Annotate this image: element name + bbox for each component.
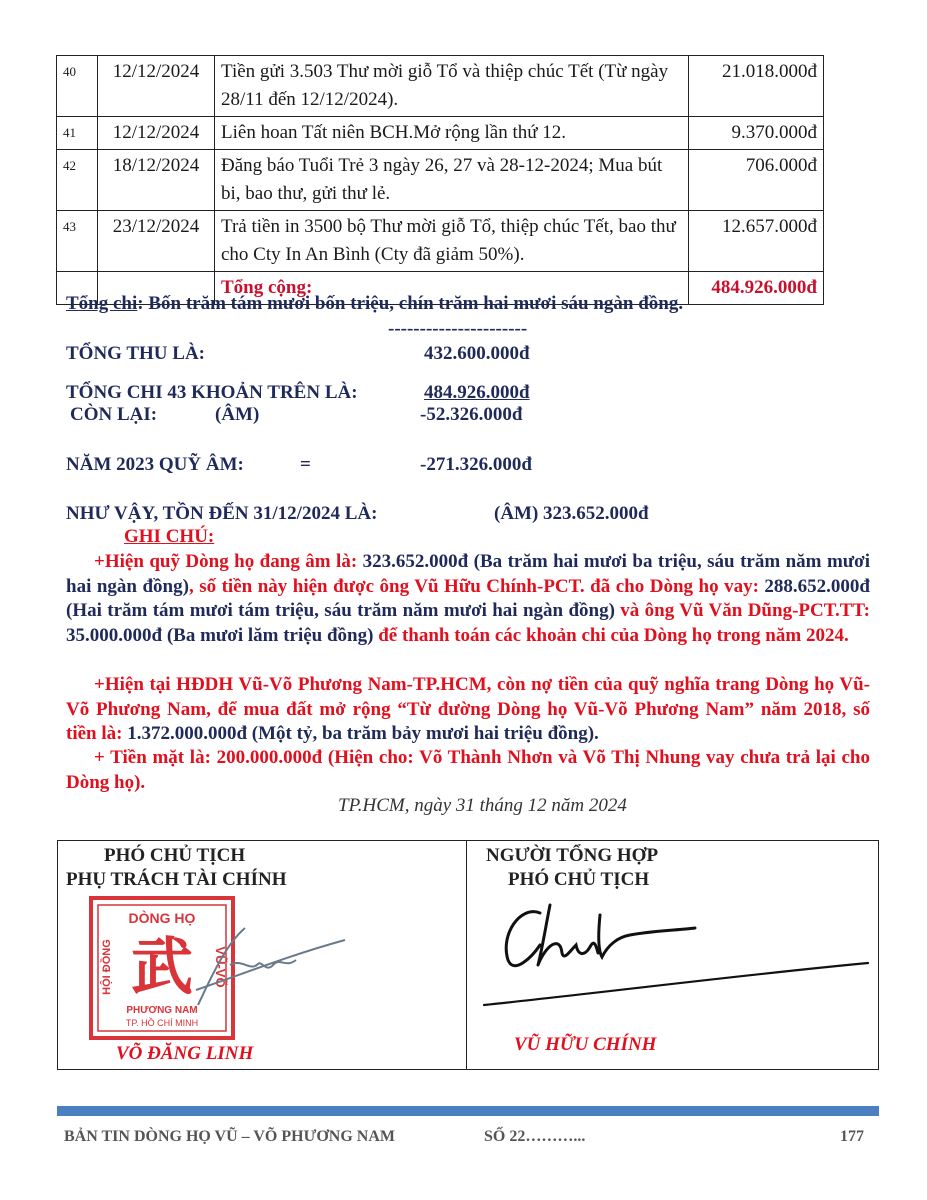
table-row: [57, 56, 824, 117]
nam2023-label: NĂM 2023 QUỸ ÂM:: [66, 454, 244, 475]
row-number: 42: [57, 150, 98, 211]
row-description: Tiền gửi 3.503 Thư mời giỗ Tổ và thiệp chúc Tết (Từ ngày 28/11 đến 12/12/2024).: [215, 56, 689, 117]
note-2: +Hiện tại HĐDH Vũ-Võ Phương Nam-TP.HCM, còn nợ tiền của quỹ nghĩa trang Dòng họ Vũ-Võ Phương Nam, để mua đất mở rộng “Từ đường Dòng họ Vũ-Võ Phương Nam” năm 2018, số tiền là: 1.372.000.000đ (Một tỷ, ba trăm bảy mươi hai triệu đồng).: [66, 674, 870, 744]
notes-heading: GHI CHÚ:: [124, 526, 215, 547]
con-lai-label: CÒN LẠI:: [70, 404, 158, 425]
row-date: 12/12/2024: [98, 117, 215, 150]
row-description: Đăng báo Tuổi Trẻ 3 ngày 26, 27 và 28-12-2024; Mua bút bi, bao thư, gửi thư lẻ.: [215, 150, 689, 211]
ton-value: (ÂM) 323.652.000đ: [494, 503, 649, 524]
thu-label: TỔNG THU LÀ:: [66, 343, 206, 364]
thu-value: 432.600.000đ: [424, 343, 530, 364]
note-1: +Hiện quỹ Dòng họ đang âm là: 323.652.000đ (Ba trăm hai mươi ba triệu, sáu trăm năm mươi hai ngàn đồng), số tiền này hiện được ông Vũ Hữu Chính-PCT. đã cho Dòng họ vay: 288.652.000đ (Hai trăm tám mươi tám triệu, sáu trăm năm mươi hai ngàn đồng) và ông Vũ Văn Dũng-PCT.TT: 35.000.000đ (Ba mươi lăm triệu đồng) để thanh toán các khoản chi của Dòng họ trong năm 2024.: [66, 551, 870, 646]
left-title-1: PHÓ CHỦ TỊCH: [104, 845, 246, 866]
row-amount: 706.000đ: [689, 150, 824, 211]
expense-table: [56, 55, 824, 305]
chi-label: TỔNG CHI 43 KHOẢN TRÊN LÀ:: [66, 382, 358, 403]
total-amount: 484.926.000đ: [689, 272, 824, 305]
footer-issue: SỐ 22………...: [484, 1128, 586, 1145]
date-line: TP.HCM, ngày 31 tháng 12 năm 2024: [338, 795, 627, 816]
left-title-2: PHỤ TRÁCH TÀI CHÍNH: [66, 869, 287, 890]
table-row: [57, 150, 824, 211]
total-chi-text: : Bốn trăm tám mươi bốn triệu, chín trăm hai mươi sáu ngàn đồng.: [137, 293, 684, 314]
row-number: 43: [57, 211, 98, 272]
row-date: 18/12/2024: [98, 150, 215, 211]
footer-page-number: 177: [840, 1128, 864, 1145]
con-lai-value: -52.326.000đ: [420, 404, 523, 425]
total-chi-label: Tổng chi: [66, 293, 138, 314]
nam2023-eq: =: [300, 454, 311, 475]
row-date: 23/12/2024: [98, 211, 215, 272]
table-row: [57, 117, 824, 150]
row-description: Trả tiền in 3500 bộ Thư mời giỗ Tổ, thiệp chúc Tết, bao thư cho Cty In An Bình (Cty đã giảm 50%).: [215, 211, 689, 272]
con-lai-am: (ÂM): [215, 404, 260, 425]
row-amount: 21.018.000đ: [689, 56, 824, 117]
separator: ----------------------: [388, 318, 528, 339]
footer-bar: [57, 1106, 879, 1116]
svg-text:HỘI ĐỒNG: HỘI ĐỒNG: [101, 939, 113, 995]
footer-title: BẢN TIN DÒNG HỌ VŨ – VÕ PHƯƠNG NAM: [64, 1128, 395, 1145]
svg-text:武: 武: [130, 930, 194, 1003]
note-3: + Tiền mặt là: 200.000.000đ (Hiện cho: Võ Thành Nhơn và Võ Thị Nhung vay chưa trả lại cho Dòng họ).: [66, 747, 870, 793]
row-number: 41: [57, 117, 98, 150]
svg-text:VŨ-VÕ: VŨ-VÕ: [213, 946, 228, 988]
right-signer-name: VŨ HỮU CHÍNH: [514, 1034, 657, 1055]
chi-value: 484.926.000đ: [424, 382, 530, 403]
signature-linh-icon: [150, 920, 350, 1015]
right-title-2: PHÓ CHỦ TỊCH: [508, 869, 650, 890]
left-signer-name: VÕ ĐĂNG LINH: [116, 1043, 254, 1064]
nam2023-value: -271.326.000đ: [420, 454, 532, 475]
row-amount: 9.370.000đ: [689, 117, 824, 150]
total-chi-line: [66, 293, 683, 315]
row-amount: 12.657.000đ: [689, 211, 824, 272]
svg-text:DÒNG HỌ: DÒNG HỌ: [128, 910, 196, 926]
row-number: 40: [57, 56, 98, 117]
table-row: [57, 211, 824, 272]
svg-text:TP. HỒ CHÍ MINH: TP. HỒ CHÍ MINH: [125, 1018, 199, 1028]
signature-chinh-icon: [480, 895, 870, 1015]
ton-label: NHƯ VẬY, TỒN ĐẾN 31/12/2024 LÀ:: [66, 503, 378, 524]
total-label: Tổng cộng:: [215, 272, 689, 305]
signature-divider: [466, 840, 467, 1069]
svg-text:PHƯƠNG NAM: PHƯƠNG NAM: [126, 1005, 198, 1016]
row-date: 12/12/2024: [98, 56, 215, 117]
row-description: Liên hoan Tất niên BCH.Mở rộng lần thứ 12.: [215, 117, 689, 150]
right-title-1: NGƯỜI TỔNG HỢP: [486, 845, 659, 866]
